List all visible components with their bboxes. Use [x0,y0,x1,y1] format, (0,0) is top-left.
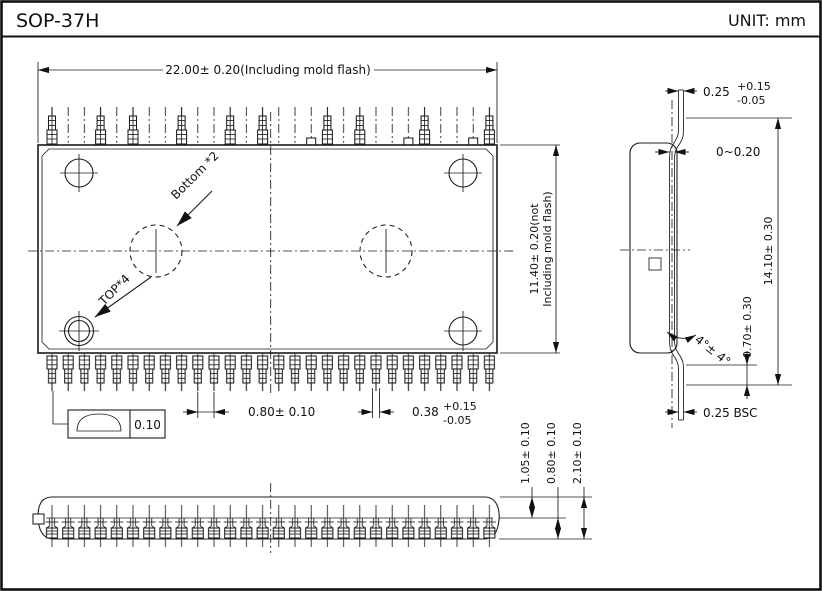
coplanarity-callout [53,391,165,438]
front-view [33,422,592,553]
lead-thickness-dimension: 0.25 [703,85,730,99]
bottom-mark-label: Bottom *2 [168,148,222,203]
coplanarity-value: 0.10 [134,418,161,432]
package-body-inner-outline [42,149,493,349]
overall-height-dimension: 14.10± 0.30 [762,216,775,286]
side-body-outline [630,143,677,353]
top-mark-label: TOP*4 [96,271,133,309]
overall-thickness-dimension: 2.10± 0.10 [571,422,584,484]
standoff-dimension: 0~0.20 [716,145,761,159]
body-top-height-dimension: 1.05± 0.10 [519,422,532,484]
lead-tip-dimension: 0.25 BSC [703,406,758,420]
lead-width-tol-plus: +0.15 [443,400,477,413]
top-view [28,62,560,438]
seating-plane-icon [77,414,121,431]
side-view [620,80,792,428]
body-height-dimension-line1: 11.40± 0.20(not [528,203,541,295]
lead-pitch-dimension: 0.80± 0.10 [248,405,316,419]
foot-length-dimension: 0.70± 0.30 [741,296,754,358]
lead-width-tol-minus: -0.05 [443,414,472,427]
foot-angle-dimension: 4°± 4° [692,332,734,369]
unit-label: UNIT: mm [727,11,806,30]
lead-thickness-tol-plus: +0.15 [737,80,771,93]
lead-width-dimension: 0.38 [412,405,439,419]
overall-width-dimension: 22.00± 0.20(Including mold flash) [165,63,371,77]
package-title: SOP-37H [16,10,100,32]
package-body-outline [38,145,497,353]
lead-height-dimension: 0.80± 0.10 [545,422,558,484]
lead-thickness-tol-minus: -0.05 [737,94,766,107]
body-height-dimension-line2: Including mold flash) [541,191,554,307]
